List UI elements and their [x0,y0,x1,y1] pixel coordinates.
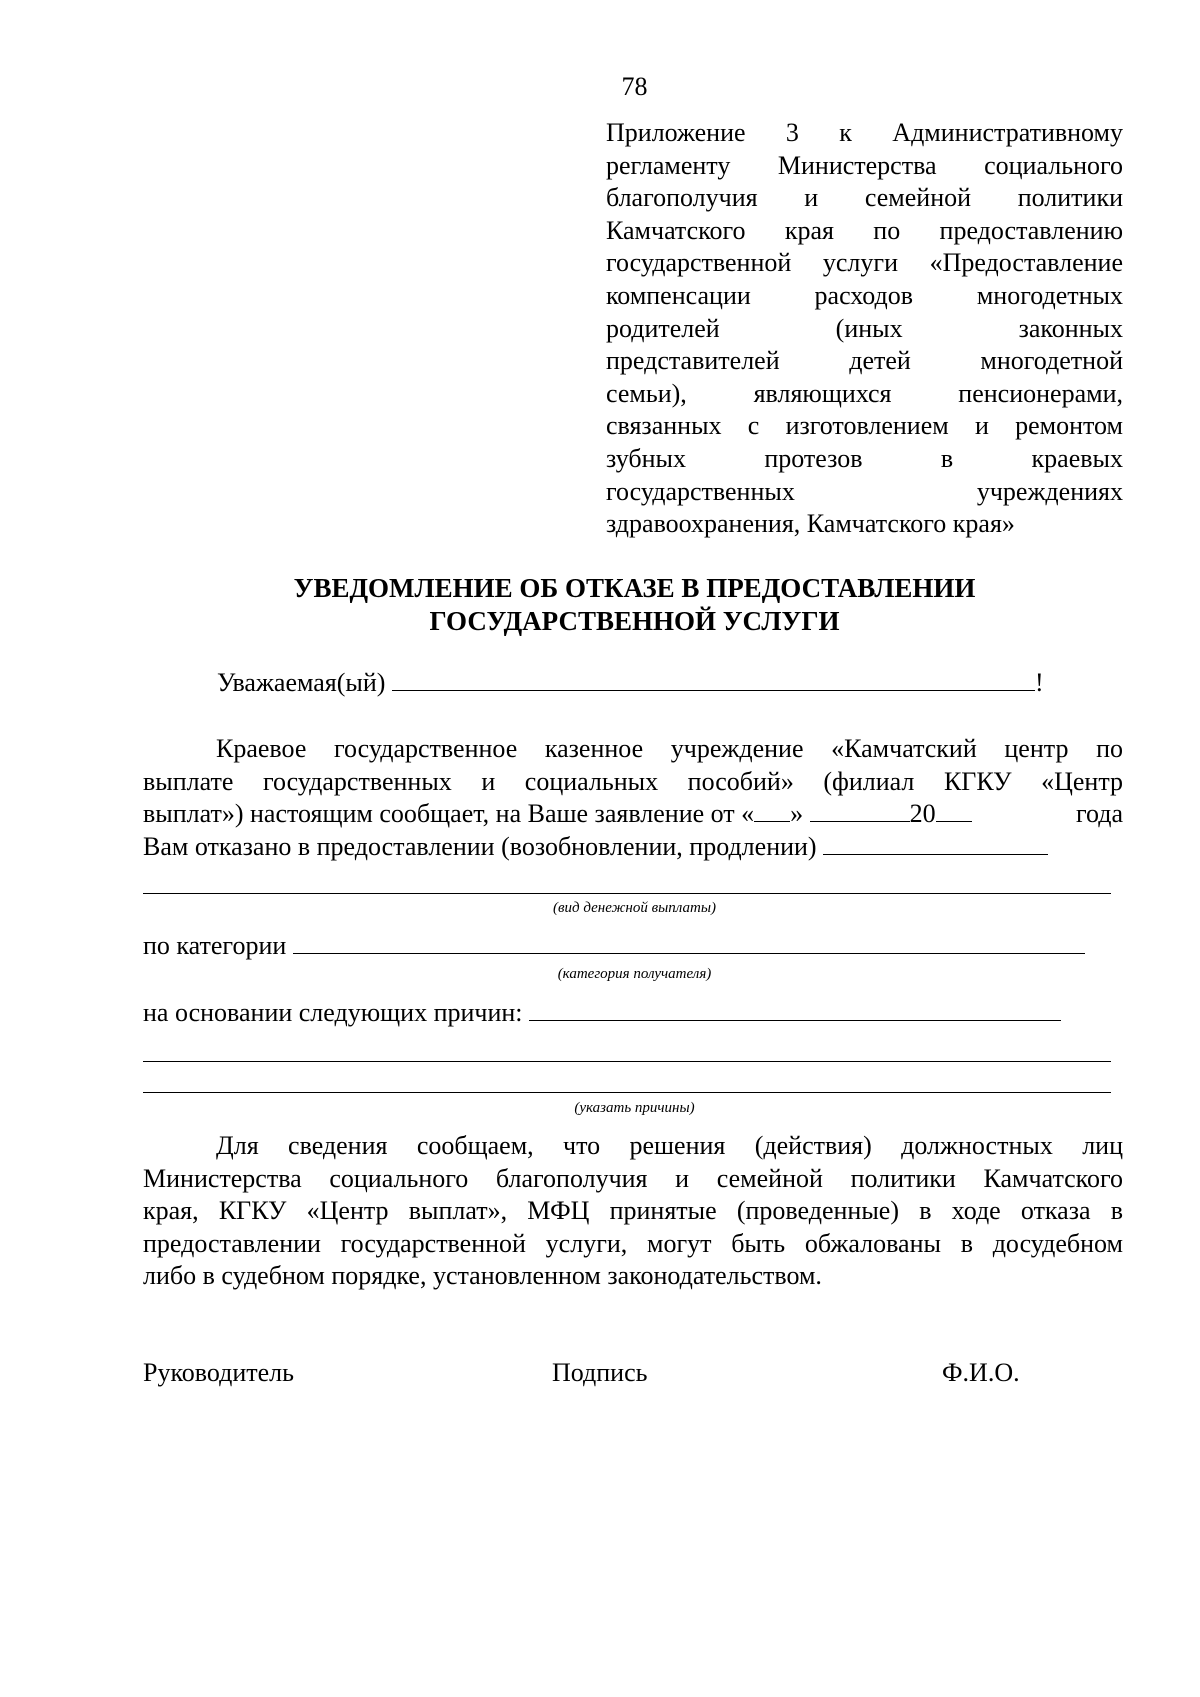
appendix-line: семьи), являющихся пенсионерами, [606,378,1123,408]
paragraph-line: Министерства социального благополучия и семейной политики Камчатского [143,1163,1123,1193]
appendix-line: регламенту Министерства социального [606,150,1123,180]
signature-head-label: Руководитель [143,1358,294,1387]
paragraph-line: Краевое государственное казенное учреждение «Камчатский центр по [216,734,1123,763]
application-day-field[interactable] [754,820,790,822]
title-line-2: ГОСУДАРСТВЕННОЙ УСЛУГИ [429,606,840,636]
greeting-label: Уважаемая(ый) [217,668,386,697]
payment-type-field[interactable] [143,893,1111,894]
appeal-info-paragraph [143,1130,1123,1293]
category-caption: (категория получателя) [557,966,712,982]
appendix-line: Камчатского края по предоставлению [606,215,1123,245]
document-title [0,572,1200,638]
category-field[interactable] [293,952,1085,954]
application-year-field[interactable] [936,820,972,822]
page-number: 78 [621,72,648,101]
appendix-line: государственной услуги «Предоставление [606,248,1123,278]
signature-sign-label: Подпись [552,1358,648,1387]
appendix-line: зубных протезов в краевых [606,443,1123,473]
application-date-prefix: выплат») настоящим сообщает, на Ваше заявление от « [143,799,755,829]
reasons-field-line-2[interactable] [143,1061,1111,1062]
paragraph-line: края, КГКУ «Центр выплат», МФЦ принятые (проведенные) в ходе отказа в [143,1196,1123,1226]
title-line-1: УВЕДОМЛЕНИЕ ОБ ОТКАЗЕ В ПРЕДОСТАВЛЕНИИ [293,573,976,603]
paragraph-line: Для сведения сообщаем, что решения (действия) должностных лиц [216,1131,1123,1160]
reasons-row [143,997,1061,1029]
reasons-caption: (указать причины) [574,1100,695,1116]
paragraph-line: либо в судебном порядке, установленном законодательством. [143,1261,822,1291]
paragraph-line [143,798,1123,831]
appendix-line: родителей (иных законных [606,313,1123,343]
greeting [217,667,1044,699]
refusal-text: Вам отказано в предоставлении (возобновлении, продлении) [143,831,817,861]
appendix-line: связанных с изготовлением и ремонтом [606,411,1123,441]
category-row [143,930,1085,962]
application-year-word: года [1075,799,1123,829]
paragraph-line: выплате государственных и социальных пособий» (филиал КГКУ «Центр [143,766,1123,796]
appendix-line: государственных учреждениях [606,476,1123,506]
application-month-field[interactable] [810,820,910,822]
signature-fio-label: Ф.И.О. [942,1358,1020,1387]
payment-type-caption: (вид денежной выплаты) [552,900,717,916]
reasons-field-line-3[interactable] [143,1092,1111,1093]
reasons-label: на основании следующих причин: [143,998,523,1027]
appendix-line: представителей детей многодетной [606,346,1123,376]
greeting-exclamation: ! [1034,668,1044,697]
appendix-reference [606,117,1123,541]
paragraph-line: предоставлении государственной услуги, могут быть обжалованы в досудебном [143,1228,1123,1258]
application-year-prefix: 20 [909,799,936,829]
appendix-line: благополучия и семейной политики [606,183,1123,213]
appendix-line: компенсации расходов многодетных [606,280,1123,310]
category-label: по категории [143,931,287,960]
paragraph-line [143,831,1123,864]
application-date-quote: » [790,799,804,829]
appendix-line: здравоохранения, Камчатского края» [606,509,1015,539]
payment-type-field-start[interactable] [823,853,1048,855]
notice-paragraph [143,733,1123,863]
recipient-name-field[interactable] [392,689,1035,691]
appendix-line: Приложение 3 к Административному [606,118,1123,147]
reasons-field[interactable] [529,1019,1061,1021]
